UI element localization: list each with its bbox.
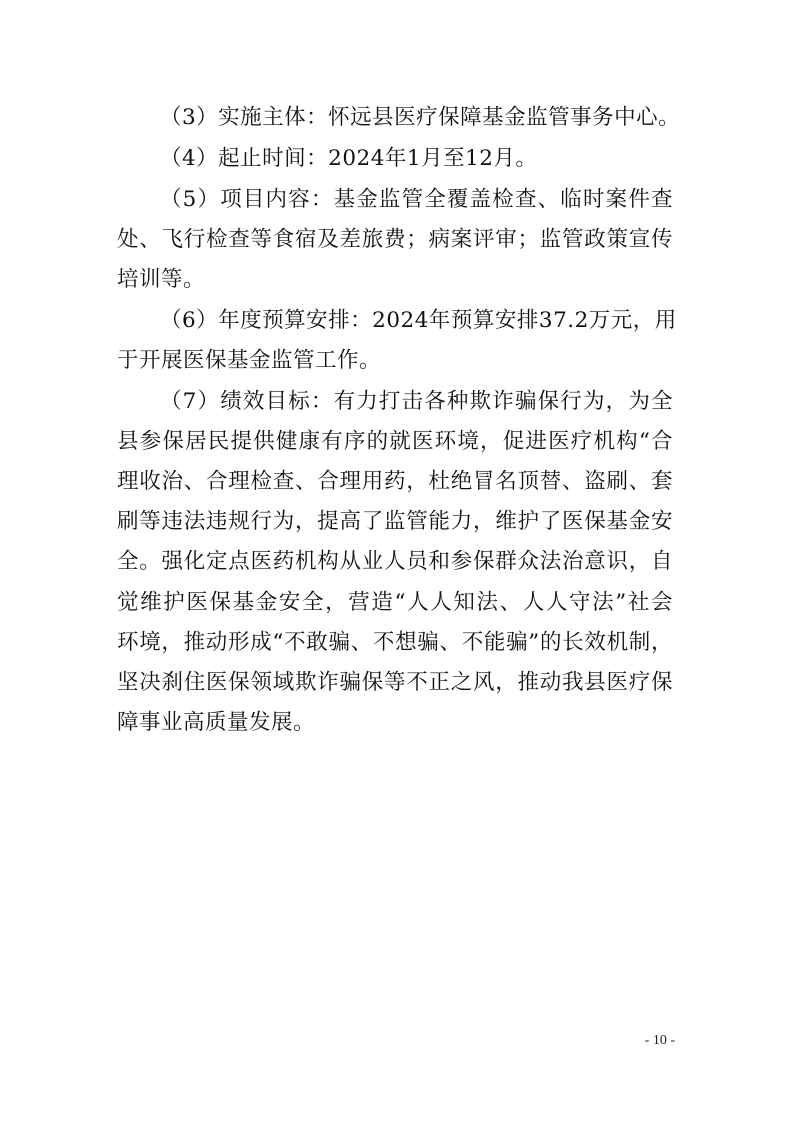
item-7-goal-line-2: 县参保居民提供健康有序的就医环境，促进医疗机构“合 [117,429,673,454]
item-5-content-line-3: 培训等。 [117,267,206,292]
item-7-goal-line-9: 障事业高质量发展。 [117,710,316,735]
item-7-goal-line-4: 刷等违法违规行为，提高了监管能力，维护了医保基金安 [117,509,673,534]
item-6-budget-line-2: 于开展医保基金监管工作。 [117,348,382,373]
page-number: - 10 - [644,1033,675,1048]
item-6-budget-line-1: （6）年度预算安排：2024年预算安排37.2万元，用 [160,308,677,333]
item-7-goal-line-6: 觉维护医保基金安全，营造“人人知法、人人守法”社会 [117,590,673,615]
item-7-goal-line-3: 理收治、合理检查、合理用药，杜绝冒名顶替、盗刷、套 [117,469,673,494]
item-7-goal-line-7: 环境，推动形成“不敢骗、不想骗、不能骗”的长效机制， [117,630,673,655]
item-7-goal-line-5: 全。强化定点医药机构从业人员和参保群众法治意识，自 [117,549,673,574]
item-7-goal-line-1: （7）绩效目标：有力打击各种欺诈骗保行为，为全 [160,389,673,414]
item-5-content-line-2: 处、飞行检查等食宿及差旅费；病案评审；监管政策宣传 [117,227,673,252]
item-4-period: （4）起止时间：2024年1月至12月。 [160,146,538,171]
item-3-implementer: （3）实施主体：怀远县医疗保障基金监管事务中心。 [160,105,681,130]
item-7-goal-line-8: 坚决刹住医保领域欺诈骗保等不正之风，推动我县医疗保 [117,670,673,695]
item-5-content-line-1: （5）项目内容：基金监管全覆盖检查、临时案件查 [160,187,673,212]
